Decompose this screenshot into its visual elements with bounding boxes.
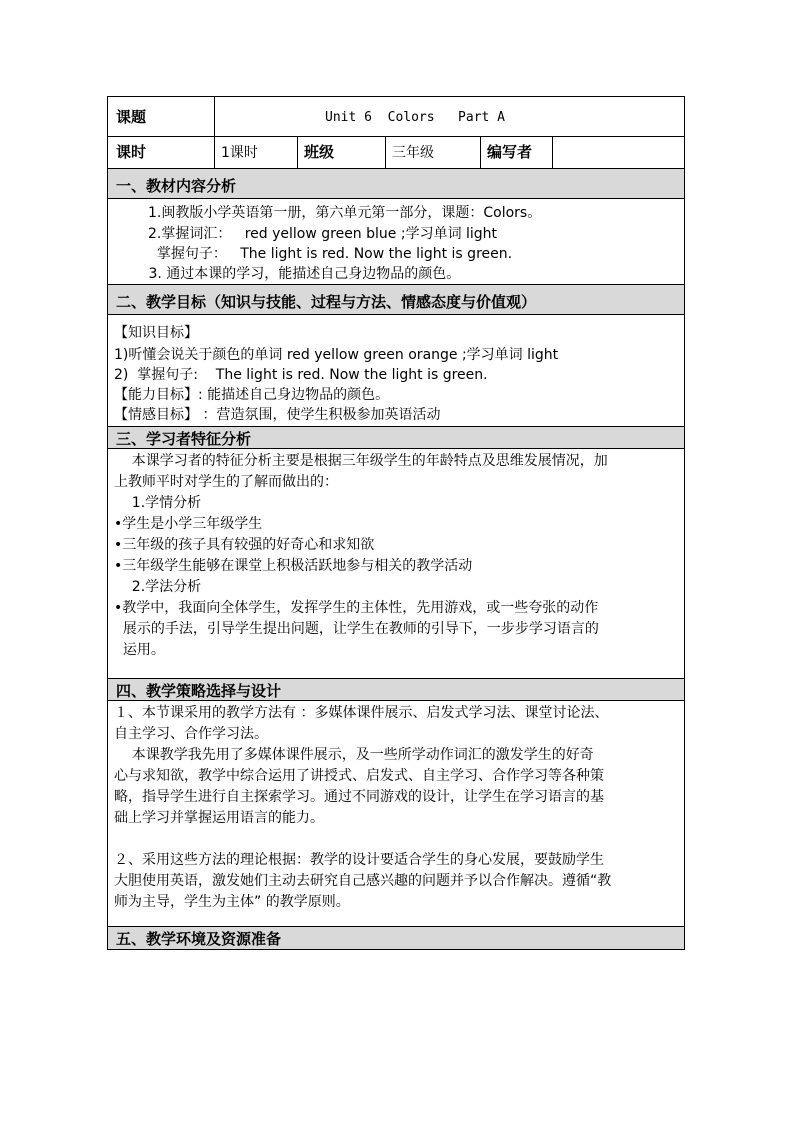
s3-line: 1.学情分析 — [114, 495, 202, 511]
s3-line: •教学中，我面向全体学生，发挥学生的主体性，先用游戏，或一些夸张的动作 — [114, 600, 599, 616]
class-label: 班级 — [304, 143, 335, 161]
s3-line: •学生是小学三年级学生 — [114, 516, 263, 532]
s3-line: 运用。 — [114, 642, 165, 658]
section-4-header — [108, 679, 684, 701]
s3-line: 本课学习者的特征分析主要是根据三年级学生的年龄特点及思维发展情况，加 — [114, 453, 608, 469]
lesson-plan-table — [107, 96, 685, 950]
topic-row — [108, 97, 684, 137]
s2-line: 1)听懂会说关于颜色的单词 red yellow green orange ;学习单词 light — [114, 347, 559, 363]
s4-line: 本课教学我先用了多媒体课件展示，及一些所学动作词汇的激发学生的好奇 — [114, 747, 594, 763]
s1-line: 3. 通过本课的学习，能描述自己身边物品的颜色。 — [144, 266, 461, 282]
s4-line: １、本节课采用的教学方法有 ：多媒体课件展示、启发式学习法、课堂讨论法、 — [114, 705, 609, 721]
section-1-body — [108, 199, 684, 285]
s4-line: 础上学习并掌握运用语言的能力。 — [114, 810, 324, 826]
s2-line: 2) 掌握句子: The light is red. Now the light is green. — [114, 367, 488, 383]
topic-value: Unit 6 Colors Part A — [325, 110, 506, 125]
section-1-title: 一、教材内容分析 — [116, 177, 237, 195]
period-value: 1课时 — [221, 145, 258, 161]
section-4-title: 四、教学策略选择与设计 — [116, 682, 282, 700]
s4-line: 略，指导学生进行自主探索学习。通过不同游戏的设计，让学生在学习语言的基 — [114, 789, 604, 805]
s4-line: ２、采用这些方法的理论根据：教学的设计要适合学生的身心发展，要鼓励学生 — [114, 852, 604, 868]
section-2-body — [108, 315, 684, 427]
s4-line: 大胆使用英语，激发她们主动去研究自己感兴趣的问题并予以合作解决。遵循“教 — [114, 873, 612, 889]
period-label: 课时 — [116, 143, 147, 161]
s1-line: 2.掌握词汇： red yellow green blue ;学习单词 light — [148, 226, 498, 242]
author-label: 编写者 — [487, 143, 533, 161]
s4-line: 心与求知欲，教学中综合运用了讲授式、启发式、自主学习、合作学习等各种策 — [114, 768, 604, 784]
s3-line: 上教师平时对学生的了解而做出的： — [114, 474, 338, 490]
section-1-header — [108, 169, 684, 199]
s1-line: 掌握句子： The light is red. Now the light is green. — [148, 246, 513, 262]
section-4-body — [108, 701, 684, 927]
s3-line: 展示的手法，引导学生提出问题，让学生在教师的引导下，一步步学习语言的 — [114, 621, 599, 637]
s3-line: 2.学法分析 — [114, 579, 202, 595]
topic-label: 课题 — [116, 108, 147, 126]
section-5-header — [108, 927, 684, 949]
s2-line: 【情感目标】 ：营造氛围，使学生积极参加英语活动 — [114, 407, 441, 423]
s1-line: 1.闽教版小学英语第一册，第六单元第一部分，课题：Colors。 — [148, 205, 542, 221]
class-value: 三年级 — [392, 145, 434, 161]
section-3-header — [108, 427, 684, 449]
section-5-title: 五、教学环境及资源准备 — [116, 930, 282, 948]
section-3-title: 三、学习者特征分析 — [116, 430, 252, 448]
s4-line: 师为主导，学生为主体” 的教学原则。 — [114, 894, 350, 910]
section-3-body — [108, 449, 684, 679]
s3-line: •三年级学生能够在课堂上积极活跃地参与相关的教学活动 — [114, 558, 473, 574]
section-2-title: 二、教学目标（知识与技能、过程与方法、情感态度与价值观） — [116, 293, 537, 311]
s3-line: •三年级的孩子具有较强的好奇心和求知欲 — [114, 537, 375, 553]
section-2-header — [108, 285, 684, 315]
s2-line: 【能力目标】: 能描述自己身边物品的颜色。 — [114, 387, 390, 403]
s4-line: 自主学习、合作学习法。 — [114, 726, 268, 742]
meta-row — [108, 137, 684, 169]
s2-line: 【知识目标】 — [114, 325, 198, 341]
